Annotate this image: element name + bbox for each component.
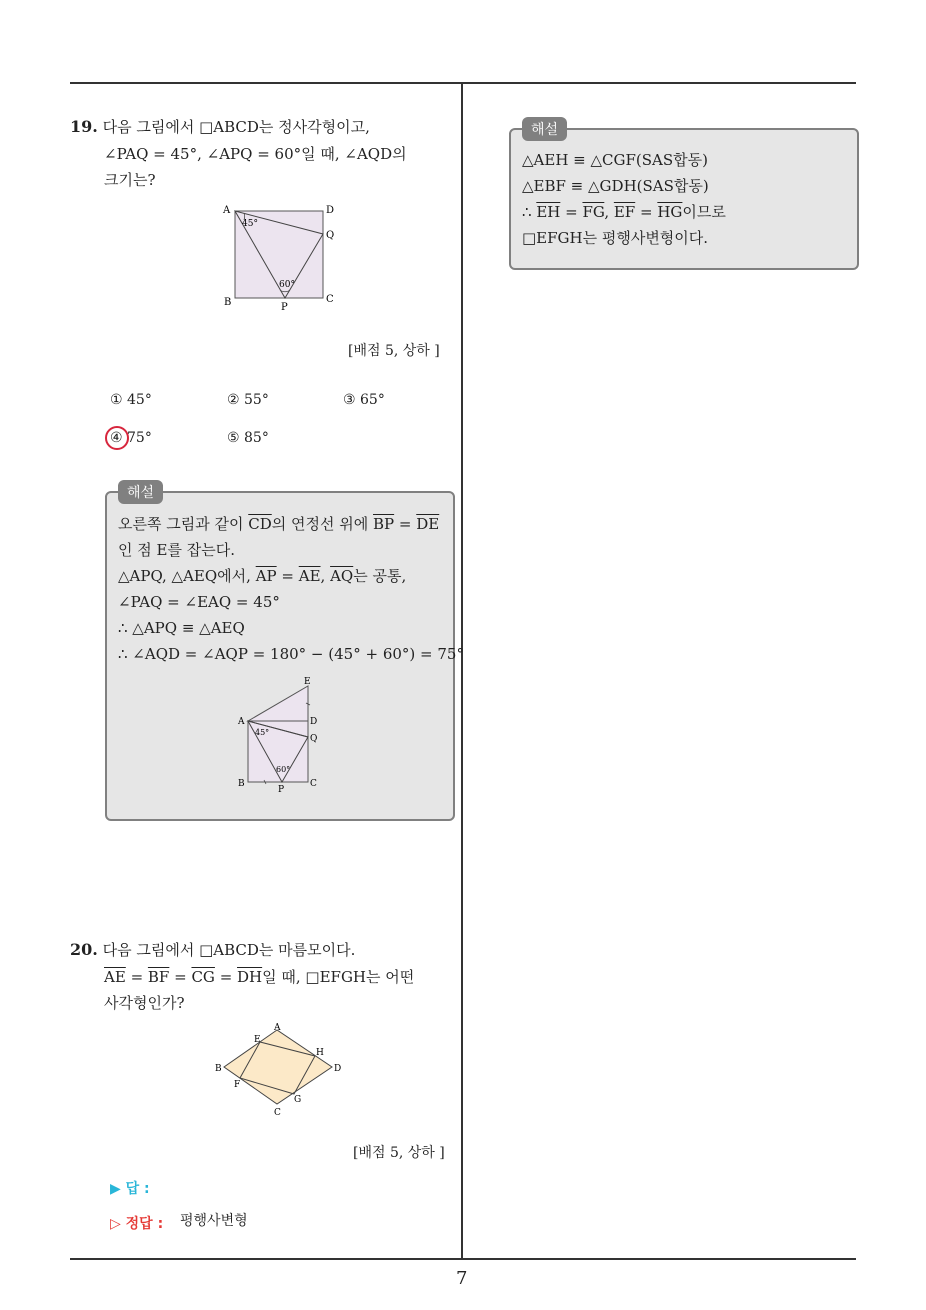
svg-text:G: G: [294, 1095, 302, 1105]
rhombus-figure: [212, 1020, 352, 1120]
svg-text:B: B: [215, 1064, 222, 1074]
column-divider: [461, 84, 463, 1260]
explanation-tag-19: 해설: [118, 480, 163, 504]
question-text-line2: ∠PAQ = 45°, ∠APQ = 60°일 때, ∠AQD의: [104, 145, 407, 163]
choice-2[interactable]: ② 55°: [227, 392, 269, 408]
question-text-line1: 다음 그림에서 □ABCD는 마름모이다.: [102, 941, 356, 959]
correct-answer-label: ▷ 정답 :: [110, 1216, 164, 1232]
choice-5[interactable]: ⑤ 85°: [227, 430, 269, 446]
explanation-19-line5: ∴ △APQ ≡ △AEQ: [118, 619, 245, 637]
explanation-20-line4: □EFGH는 평행사변형이다.: [522, 229, 709, 247]
answer-label[interactable]: ▶ 답 :: [110, 1181, 150, 1197]
question-text-line1: 다음 그림에서 □ABCD는 정사각형이고,: [102, 118, 370, 136]
explanation-20-line1: △AEH ≡ △CGF(SAS합동): [522, 151, 708, 169]
svg-text:E: E: [254, 1035, 261, 1045]
top-rule: [70, 82, 856, 84]
label-D: D: [326, 205, 335, 216]
svg-text:C: C: [310, 779, 317, 789]
explanation-19-line6: ∴ ∠AQD = ∠AQP = 180° − (45° + 60°) = 75°: [118, 645, 464, 663]
label-A: A: [223, 205, 231, 216]
svg-text:H: H: [316, 1048, 324, 1058]
choice-4[interactable]: ④ 75°: [110, 430, 152, 446]
score-20: [배점 5, 상하 ]: [353, 1145, 445, 1161]
question-text-line3: 크기는?: [104, 171, 156, 189]
label-60: 60°: [279, 280, 295, 290]
score-19: [배점 5, 상하 ]: [348, 343, 440, 359]
explanation-19-line1: 오른쪽 그림과 같이 $\overline{CD}$의 연정선 위에 $\overline{BP} = \overline{DE}$: [118, 515, 440, 533]
selected-answer-circle: [103, 423, 133, 453]
label-45: 45°: [242, 219, 258, 229]
explanation-20-line3: ∴ $\overline{EH} = \overline{FG}$, $\overline{EF} = \overline{HG}$이므로: [522, 203, 726, 221]
rhombus-abcd: [224, 1030, 332, 1104]
explanation-tag-20: 해설: [522, 117, 567, 141]
svg-text:A: A: [238, 717, 245, 727]
label-Q: Q: [326, 230, 335, 241]
svg-text:C: C: [274, 1108, 281, 1118]
svg-text:F: F: [234, 1080, 241, 1090]
svg-text:D: D: [334, 1064, 342, 1074]
explanation-19-line4: ∠PAQ = ∠EAQ = 45°: [118, 593, 280, 611]
question-number: 19.: [70, 117, 98, 136]
explanation-19-line3: △APQ, △AEQ에서, $\overline{AP} = \overline{AE}$, $\overline{AQ}$는 공통,: [118, 567, 407, 585]
question-20-line3: 사각형인가?: [104, 994, 185, 1012]
explanation-figure-19: [232, 672, 332, 796]
square-figure: [218, 198, 348, 316]
label-C: C: [326, 294, 334, 305]
choice-1[interactable]: ① 45°: [110, 392, 152, 408]
label-B: B: [224, 297, 232, 308]
svg-text:B: B: [238, 779, 245, 789]
bottom-rule: [70, 1258, 856, 1260]
page-number: 7: [456, 1268, 468, 1289]
svg-text:E: E: [304, 677, 311, 687]
svg-text:60°: 60°: [276, 765, 291, 774]
svg-text:P: P: [278, 785, 285, 795]
choice-3[interactable]: ③ 65°: [343, 392, 385, 408]
question-19: [70, 114, 370, 140]
correct-answer-value: 평행사변형: [180, 1213, 248, 1229]
label-P: P: [281, 302, 288, 313]
svg-text:45°: 45°: [255, 728, 270, 737]
explanation-19-line2: 인 점 E를 잡는다.: [118, 541, 235, 559]
svg-text:Q: Q: [310, 734, 318, 744]
svg-text:A: A: [274, 1023, 281, 1033]
question-20: [70, 937, 355, 963]
question-number: 20.: [70, 940, 98, 959]
explanation-20-line2: △EBF ≡ △GDH(SAS합동): [522, 177, 709, 195]
question-20-line2: $\overline{AE} = \overline{BF} = \overline{CG} = \overline{DH}$일 때, □EFGH는 어떤: [104, 968, 415, 986]
svg-text:D: D: [310, 717, 318, 727]
